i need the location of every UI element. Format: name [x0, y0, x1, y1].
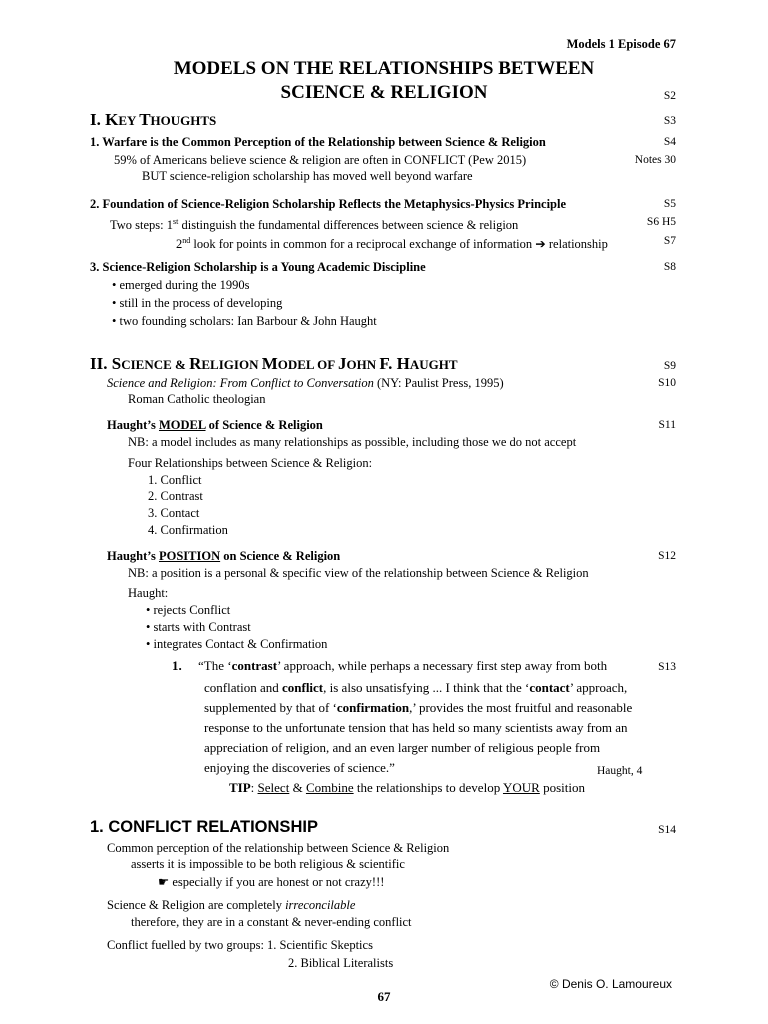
point2-line1-ref: S6 H5	[646, 216, 676, 228]
title-slide-ref: S2	[663, 90, 676, 102]
conflict-line6: Conflict fuelled by two groups: 1. Scientific Skeptics	[107, 938, 373, 952]
position-bullet: • rejects Conflict	[146, 603, 231, 617]
page-title-line2: SCIENCE & RELIGION	[280, 82, 488, 103]
point3-heading: 3. Science-Religion Scholarship is a Young Academic Discipline	[90, 260, 426, 274]
position-intro: Haught:	[128, 586, 169, 600]
conflict-line4: Science & Religion are completely irreconcilable	[107, 898, 356, 912]
point3-bullet: • two founding scholars: Ian Barbour & John Haught	[112, 314, 377, 328]
point3-bullet: • emerged during the 1990s	[112, 278, 250, 292]
section2-heading: II. SCIENCE & RELIGION MODEL OF JOHN F. HAUGHT	[90, 354, 458, 373]
conflict-line2: asserts it is impossible to be both religious & scientific	[131, 857, 405, 871]
model-item: 1. Conflict	[148, 473, 202, 487]
point1-line2: BUT science-religion scholarship has moved well beyond warfare	[142, 169, 473, 183]
model-item: 2. Contrast	[148, 489, 203, 503]
quote-citation: Haught, 4	[597, 765, 643, 777]
point2-line2-ref: S7	[663, 235, 676, 247]
model-slide-ref: S11	[658, 419, 676, 431]
quote-number: 1.	[172, 658, 182, 673]
point1-line1: 59% of Americans believe science & religion are often in CONFLICT (Pew 2015)	[114, 153, 527, 167]
position-nb: NB: a position is a personal & specific view of the relationship between Science & Religion	[128, 566, 589, 580]
book-slide-ref: S10	[658, 377, 676, 389]
quote-line1: “The ‘contrast’ approach, while perhaps a necessary first step away from both	[198, 658, 608, 673]
conflict-heading: 1. CONFLICT RELATIONSHIP	[90, 818, 318, 836]
point2-line2: 2nd look for points in common for a reciprocal exchange of information ➔ relationship	[176, 236, 608, 252]
position-heading: Haught’s POSITION on Science & Religion	[107, 549, 341, 563]
page-title-line1: MODELS ON THE RELATIONSHIPS BETWEEN	[173, 58, 595, 79]
conflict-line7: 2. Biblical Literalists	[288, 956, 394, 970]
section1-slide-ref: S3	[663, 115, 676, 127]
quote-slide-ref: S13	[658, 661, 676, 673]
conflict-line1: Common perception of the relationship between Science & Religion	[107, 841, 450, 855]
model-nb: NB: a model includes as many relationships as possible, including those we do not accept	[128, 435, 577, 449]
conflict-slide-ref: S14	[658, 824, 676, 836]
section1-heading: I. KEY THOUGHTS	[90, 110, 217, 129]
conflict-line5: therefore, they are in a constant & never-ending conflict	[131, 915, 412, 929]
point3-slide-ref: S8	[663, 261, 676, 273]
position-bullet: • starts with Contrast	[146, 620, 251, 634]
conflict-line3: ☛ especially if you are honest or not crazy!!!	[158, 875, 385, 889]
quote-line5: appreciation of religion, and an even larger number of religious people from	[204, 740, 601, 755]
quote-line6: enjoying the discoveries of science.”	[204, 760, 395, 775]
author-description: Roman Catholic theologian	[128, 392, 266, 406]
position-bullet: • integrates Contact & Confirmation	[146, 637, 328, 651]
point1-heading: 1. Warfare is the Common Perception of the Relationship between Science & Religion	[90, 135, 546, 149]
point2-slide-ref: S5	[663, 198, 676, 210]
model-item: 4. Confirmation	[148, 523, 228, 537]
book-citation: Science and Religion: From Conflict to Conversation (NY: Paulist Press, 1995)	[107, 376, 504, 390]
episode-label: Models 1 Episode 67	[566, 37, 676, 51]
model-item: 3. Contact	[148, 506, 200, 520]
point2-heading: 2. Foundation of Science-Religion Scholarship Reflects the Metaphysics-Physics Principle	[90, 197, 567, 211]
copyright: © Denis O. Lamoureux	[549, 977, 672, 991]
point3-bullet: • still in the process of developing	[112, 296, 283, 310]
section2-slide-ref: S9	[663, 360, 676, 372]
tip-line: TIP: Select & Combine the relationships to develop YOUR position	[229, 780, 585, 795]
point2-line1: Two steps: 1st distinguish the fundamental differences between science & religion	[110, 217, 519, 233]
quote-line3: supplemented by that of ‘confirmation,’ provides the most fruitful and reasonable	[204, 700, 633, 715]
model-heading: Haught’s MODEL of Science & Religion	[107, 418, 323, 432]
quote-line4: response to the unfortunate tension that has held so many scientists away from an	[204, 720, 628, 735]
position-slide-ref: S12	[658, 550, 676, 562]
quote-line2: conflation and conflict, is also unsatisfying ... I think that the ‘contact’ approach,	[204, 680, 628, 695]
model-intro: Four Relationships between Science & Religion:	[128, 456, 373, 470]
page-number: 67	[377, 989, 391, 1004]
point1-notes-ref: Notes 30	[634, 154, 676, 166]
point1-slide-ref: S4	[663, 136, 676, 148]
